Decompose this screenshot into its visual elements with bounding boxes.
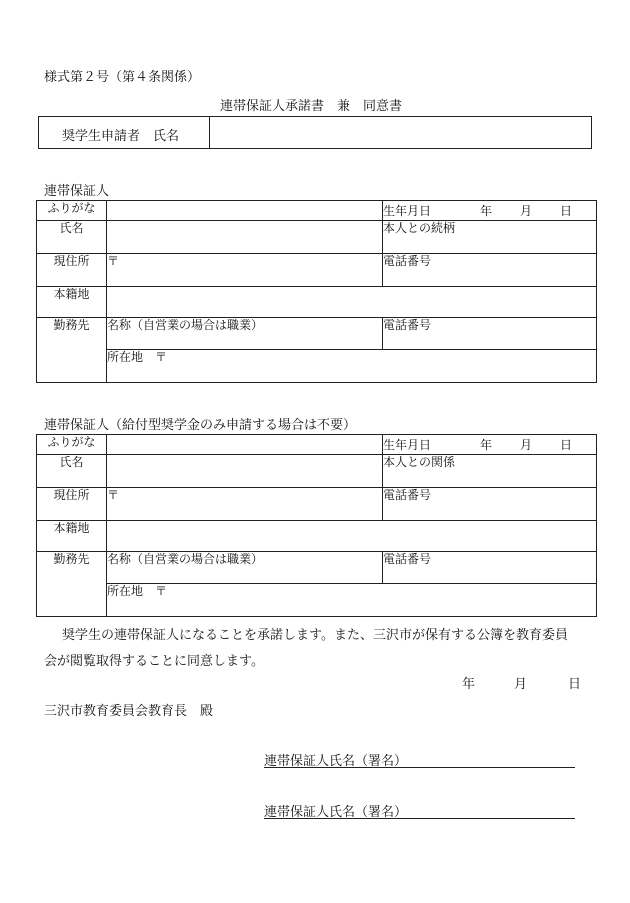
domicile-field[interactable] bbox=[107, 287, 597, 318]
relation-label: 本人との続柄 bbox=[383, 221, 456, 235]
birth-year-label: 年 bbox=[480, 203, 493, 218]
workplace-label: 勤務先 bbox=[37, 318, 107, 383]
applicant-name-field[interactable] bbox=[217, 120, 585, 145]
form-number: 様式第２号（第４条関係） bbox=[44, 70, 201, 85]
work-name-field[interactable] bbox=[107, 318, 383, 350]
guarantor1-table bbox=[36, 200, 597, 383]
guarantor2-table bbox=[36, 434, 597, 617]
birthdate-label: 生年月日 bbox=[383, 437, 432, 452]
guarantor2-heading: 連帯保証人（給付型奨学金のみ申請する場合は不要） bbox=[44, 418, 357, 433]
applicant-label: 奨学生申請者 氏名 bbox=[62, 129, 180, 144]
relation-label: 本人との関係 bbox=[383, 455, 456, 469]
birth-day-label: 日 bbox=[560, 437, 573, 452]
work-phone-label: 電話番号 bbox=[383, 318, 432, 332]
signature-label-2: 連帯保証人氏名（署名） bbox=[264, 805, 408, 820]
furigana-field[interactable] bbox=[107, 201, 383, 221]
consent-line-2: 会が閲覧取得することに同意します。 bbox=[44, 654, 264, 669]
postal-mark: 〒 bbox=[107, 254, 120, 268]
name-label: 氏名 bbox=[37, 221, 107, 254]
relation-field[interactable] bbox=[383, 455, 597, 488]
birth-month-label: 月 bbox=[520, 437, 533, 452]
work-location-field[interactable] bbox=[107, 350, 597, 383]
address-field[interactable] bbox=[107, 254, 383, 287]
applicant-divider bbox=[209, 117, 210, 148]
consent-line-1: 奨学生の連帯保証人になることを承諾します。また、三沢市が保有する公簿を教育委員 bbox=[62, 628, 568, 643]
address-field[interactable] bbox=[107, 488, 383, 521]
domicile-label: 本籍地 bbox=[37, 287, 107, 318]
name-field[interactable] bbox=[107, 221, 383, 254]
applicant-box bbox=[38, 116, 592, 149]
work-name-field[interactable] bbox=[107, 552, 383, 584]
phone-field[interactable] bbox=[383, 488, 597, 521]
work-phone-field[interactable] bbox=[383, 318, 597, 350]
phone-field[interactable] bbox=[383, 254, 597, 287]
signature-line-1[interactable] bbox=[264, 750, 575, 768]
birth-day-label: 日 bbox=[560, 203, 573, 218]
workplace-label: 勤務先 bbox=[37, 552, 107, 617]
name-label: 氏名 bbox=[37, 455, 107, 488]
furigana-label: ふりがな bbox=[37, 201, 107, 221]
domicile-field[interactable] bbox=[107, 521, 597, 552]
work-name-label: 名称（自営業の場合は職業） bbox=[107, 552, 264, 566]
furigana-label: ふりがな bbox=[37, 435, 107, 455]
relation-field[interactable] bbox=[383, 221, 597, 254]
address-label: 現住所 bbox=[37, 488, 107, 521]
form-title: 連帯保証人承諾書 兼 同意書 bbox=[220, 99, 403, 114]
birthdate-field[interactable] bbox=[383, 435, 597, 455]
guarantor1-heading: 連帯保証人 bbox=[44, 184, 110, 199]
furigana-field[interactable] bbox=[107, 435, 383, 455]
name-field[interactable] bbox=[107, 455, 383, 488]
date-month-label: 月 bbox=[514, 677, 528, 692]
postal-mark: 〒 bbox=[107, 488, 120, 502]
work-phone-field[interactable] bbox=[383, 552, 597, 584]
address-label: 現住所 bbox=[37, 254, 107, 287]
signature-label-1: 連帯保証人氏名（署名） bbox=[264, 754, 408, 769]
domicile-label: 本籍地 bbox=[37, 521, 107, 552]
phone-label: 電話番号 bbox=[383, 488, 432, 502]
work-location-field[interactable] bbox=[107, 584, 597, 617]
work-name-label: 名称（自営業の場合は職業） bbox=[107, 318, 264, 332]
date-year-label: 年 bbox=[462, 677, 476, 692]
date-day-label: 日 bbox=[568, 677, 582, 692]
work-phone-label: 電話番号 bbox=[383, 552, 432, 566]
birthdate-field[interactable] bbox=[383, 201, 597, 221]
signature-line-2[interactable] bbox=[264, 801, 575, 819]
work-location-label: 所在地 〒 bbox=[107, 584, 168, 598]
phone-label: 電話番号 bbox=[383, 254, 432, 268]
birth-month-label: 月 bbox=[520, 203, 533, 218]
work-location-label: 所在地 〒 bbox=[107, 350, 168, 364]
addressee: 三沢市教育委員会教育長 殿 bbox=[44, 704, 214, 719]
birthdate-label: 生年月日 bbox=[383, 203, 432, 218]
birth-year-label: 年 bbox=[480, 437, 493, 452]
